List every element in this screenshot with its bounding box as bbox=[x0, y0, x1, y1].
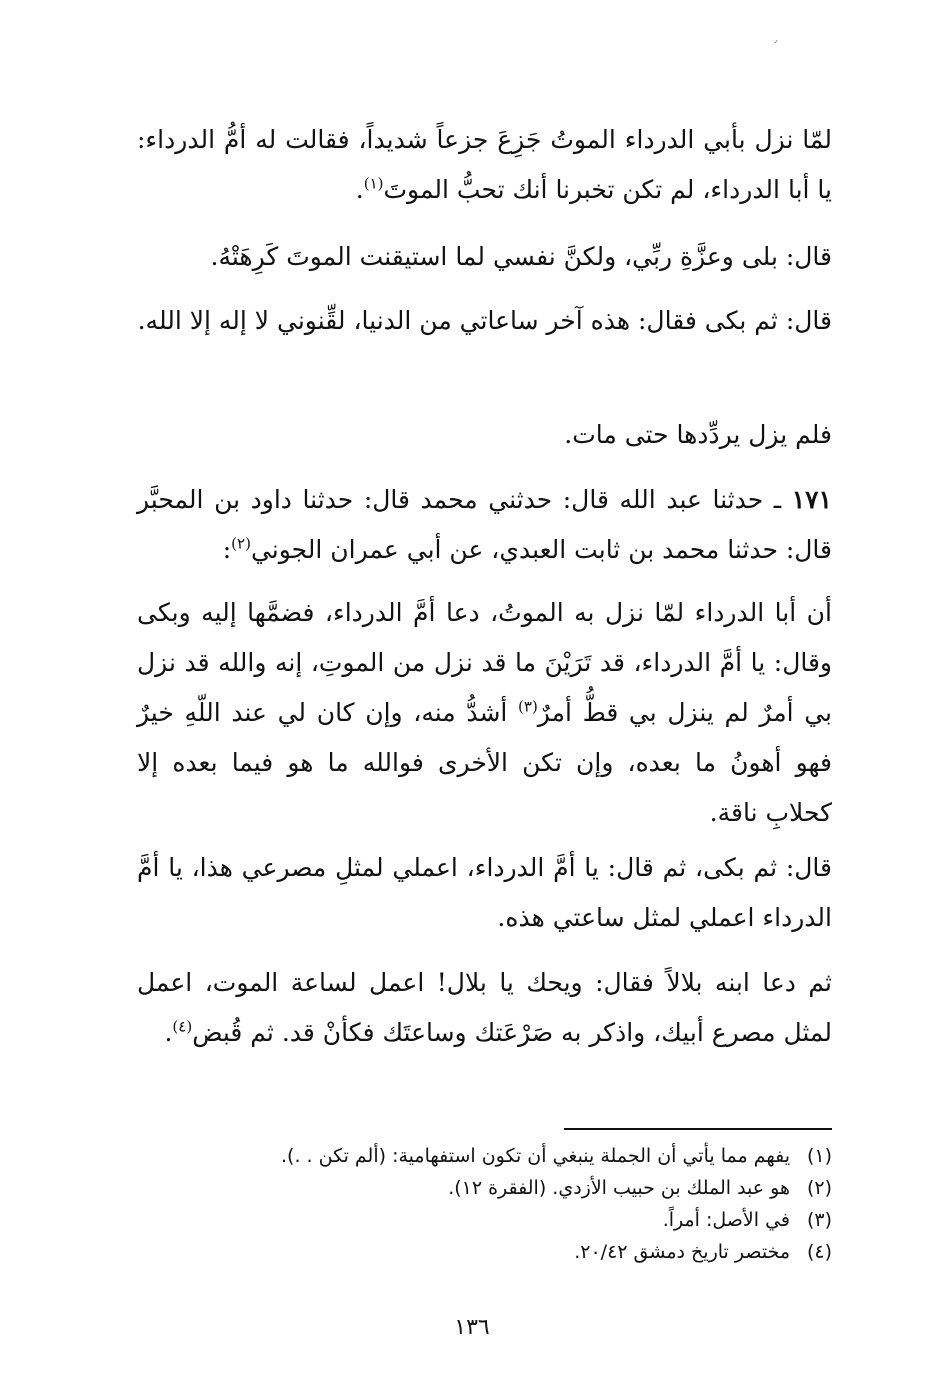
paragraph-2 bbox=[137, 232, 832, 282]
paragraph-4-text: فلم يزل يردِّدها حتى مات. bbox=[564, 420, 832, 449]
footnote-2 bbox=[137, 1172, 832, 1204]
paragraph-6-text-after: أشدُّ منه، وإن كان لي عند اللّهِ خيرٌ فهو أهونُ ما بعده، وإن تكن الأخرى فوالله ما هو فيما بعده إلا كحلابِ ناقة. bbox=[137, 698, 832, 827]
paragraph-4 bbox=[137, 410, 832, 460]
footnote-1 bbox=[137, 1140, 832, 1172]
page-number: ١٣٦ bbox=[454, 1315, 490, 1340]
paragraph-5-end: : bbox=[222, 535, 232, 564]
footnote-4 bbox=[137, 1236, 832, 1268]
paragraph-2-text: قال: بلى وعزَّةِ ربِّي، ولكنَّ نفسي لما استيقنت الموتَ كَرِهَتْهُ. bbox=[210, 242, 832, 271]
footnote-number: (١) bbox=[806, 1145, 832, 1167]
paragraph-8 bbox=[137, 958, 832, 1058]
footnote-number: (٢) bbox=[806, 1177, 832, 1199]
paragraph-5 bbox=[137, 475, 832, 575]
paragraph-1 bbox=[137, 115, 832, 215]
narration-number: ١٧١ bbox=[791, 485, 832, 514]
stray-pen-mark: ˊ bbox=[772, 40, 779, 56]
paragraph-3-text: قال: ثم بكى فقال: هذه آخر ساعاتي من الدنيا، لقِّنوني لا إله إلا الله. bbox=[137, 306, 832, 335]
footnotes bbox=[137, 1140, 832, 1268]
paragraph-8-end: . bbox=[164, 1018, 173, 1047]
footnote-ref-2: (٢) bbox=[231, 534, 251, 553]
footnote-number: (٤) bbox=[806, 1241, 832, 1263]
footnote-3 bbox=[137, 1204, 832, 1236]
footnote-text: يفهم مما يأتي أن الجملة ينبغي أن تكون استفهامية: (ألم تكن . .). bbox=[281, 1145, 790, 1167]
footnote-number: (٣) bbox=[806, 1209, 832, 1231]
footnote-text: في الأصل: أمراً. bbox=[662, 1209, 790, 1231]
paragraph-6 bbox=[137, 588, 832, 838]
footnote-text: مختصر تاريخ دمشق ٢٠/٤٢. bbox=[574, 1241, 790, 1263]
footnote-ref-3: (٣) bbox=[518, 697, 538, 716]
footnote-ref-4: (٤) bbox=[172, 1017, 193, 1036]
footnote-text: هو عبد الملك بن حبيب الأزدي. (الفقرة ١٢). bbox=[448, 1177, 790, 1199]
paragraph-6-text-before: أن أبا الدرداء لمّا نزل به الموتُ، دعا أمَّ الدرداء، فضمَّها إليه وبكى وقال: يا أمَّ الدرداء، قد تَرَيْنَ ما قد نزل من الموتِ، إنه والله قد نزل بي أمرٌ لم ينزل بي قطُّ أمرٌ bbox=[137, 598, 832, 727]
paragraph-3 bbox=[137, 296, 832, 346]
paragraph-1-text: لمّا نزل بأبي الدرداء الموتُ جَزِعَ جزعاً شديداً، فقالت له أمُّ الدرداء: يا أبا الدرداء، لم تكن تخبرنا أنك تحبُّ الموتَ bbox=[137, 125, 832, 204]
paragraph-8-text: ثم دعا ابنه بلالاً فقال: ويحك يا بلال! اعمل لساعة الموت، اعمل لمثل مصرع أبيك، واذكر به صَرْعَتك وساعتَك فكأنْ قد. ثم قُبض bbox=[137, 968, 832, 1047]
paragraph-7 bbox=[137, 843, 832, 943]
footnote-ref-1: (١) bbox=[363, 174, 384, 193]
paragraph-5-text: ـ حدثنا عبد الله قال: حدثني محمد قال: حدثنا داود بن المحبَّر قال: حدثنا محمد بن ثابت العبدي، عن أبي عمران الجوني bbox=[137, 485, 832, 564]
paragraph-7-text: قال: ثم بكى، ثم قال: يا أمَّ الدرداء، اعملي لمثلِ مصرعي هذا، يا أمَّ الدرداء اعملي لمثل ساعتي هذه. bbox=[137, 853, 832, 932]
paragraph-1-end: . bbox=[355, 175, 364, 204]
footnote-divider bbox=[564, 1128, 832, 1130]
